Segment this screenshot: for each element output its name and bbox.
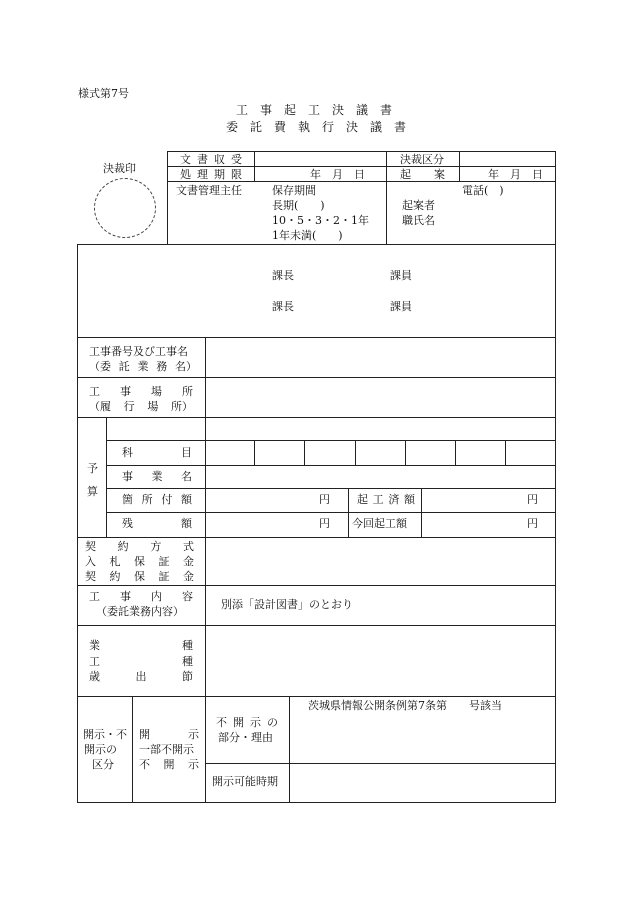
contract-method-label: 契 約 方 式 xyxy=(85,540,194,553)
approval-staff-1: 課員 xyxy=(390,269,412,282)
work-number-label: 工事番号及び工事名 xyxy=(89,345,188,358)
work-site-sublabel: （履 行 場 所） xyxy=(89,400,193,413)
remaining-yen: 円 xyxy=(319,517,330,530)
retention-period-label: 保存期間 xyxy=(272,184,316,197)
work-content-value: 別添「設計図書」のとおり xyxy=(221,598,353,611)
remaining-amount-label: 残 額 xyxy=(122,517,192,530)
drafter-name-label: 職氏名 xyxy=(402,214,435,227)
option-partial: 一部不開示 xyxy=(139,743,194,756)
seal-label: 決裁印 xyxy=(103,162,136,175)
work-number-sublabel: （委 託 業 務 名） xyxy=(89,360,197,373)
allocated-yen: 円 xyxy=(319,493,330,506)
drafting-label: 起 案 xyxy=(400,168,445,181)
nondisclosure-reason-label: 不 開 示 の xyxy=(216,716,278,729)
drafting-date: 年 月 日 xyxy=(488,168,543,181)
drafter-label: 起案者 xyxy=(402,199,435,212)
form-number: 様式第7号 xyxy=(78,87,129,100)
disclosure-timing-label: 開示可能時期 xyxy=(212,775,278,788)
budget-label-1: 予 xyxy=(87,462,98,475)
started-amount-label: 起 工 済 額 xyxy=(357,493,415,506)
work-site-label: 工 事 場 所 xyxy=(89,385,193,398)
retention-options: 10・5・3・2・1年 xyxy=(272,214,369,227)
doc-received-label: 文 書 収 受 xyxy=(180,153,242,166)
process-deadline-label: 処 理 期 限 xyxy=(180,168,242,181)
ordinance-text: 茨城県情報公開条例第7条第 号該当 xyxy=(308,699,502,712)
work-content-sublabel: （委託業務内容） xyxy=(96,605,184,618)
approval-chief-1: 課長 xyxy=(272,269,294,282)
budget-label-2: 算 xyxy=(87,485,98,498)
bid-deposit-label: 入 札 保 証 金 xyxy=(85,555,194,568)
seal-circle xyxy=(94,178,156,238)
form-subtitle: 委 託 費 執 行 決 議 書 xyxy=(226,120,407,134)
decision-category-label: 決裁区分 xyxy=(400,153,444,166)
deadline-date: 年 月 日 xyxy=(310,168,365,181)
form-title: 工 事 起 工 決 議 書 xyxy=(235,103,392,117)
approval-staff-2: 課員 xyxy=(390,300,412,313)
started-yen: 円 xyxy=(527,493,538,506)
allocated-amount-label: 箇 所 付 額 xyxy=(122,493,192,506)
nondisclosure-reason-sublabel: 部分・理由 xyxy=(218,731,273,744)
disclosure-category-1: 開示・不 xyxy=(83,728,127,741)
industry-type-label: 業 種 xyxy=(89,639,193,652)
contract-deposit-label: 契 約 保 証 金 xyxy=(85,570,194,583)
long-term-label: 長期( ) xyxy=(272,199,325,212)
account-item-label: 科 目 xyxy=(122,446,192,459)
work-type-label: 工 種 xyxy=(89,655,193,668)
work-content-label: 工 事 内 容 xyxy=(89,590,193,603)
doc-manager-label: 文書管理主任 xyxy=(176,184,242,197)
current-amount-label: 今回起工額 xyxy=(352,517,407,530)
option-nondisclose: 不 開 示 xyxy=(139,758,199,771)
disclosure-category-3: 区分 xyxy=(92,758,114,771)
option-disclose: 開 示 xyxy=(139,728,199,741)
project-name-label: 事 業 名 xyxy=(122,470,192,483)
phone-label: 電話( ) xyxy=(462,184,504,197)
current-yen: 円 xyxy=(527,517,538,530)
under-one-year-label: 1年未満( ) xyxy=(272,229,343,242)
approval-chief-2: 課長 xyxy=(272,300,294,313)
disclosure-category-2: 開示の xyxy=(84,743,117,756)
expenditure-item-label: 歳 出 節 xyxy=(89,670,193,683)
